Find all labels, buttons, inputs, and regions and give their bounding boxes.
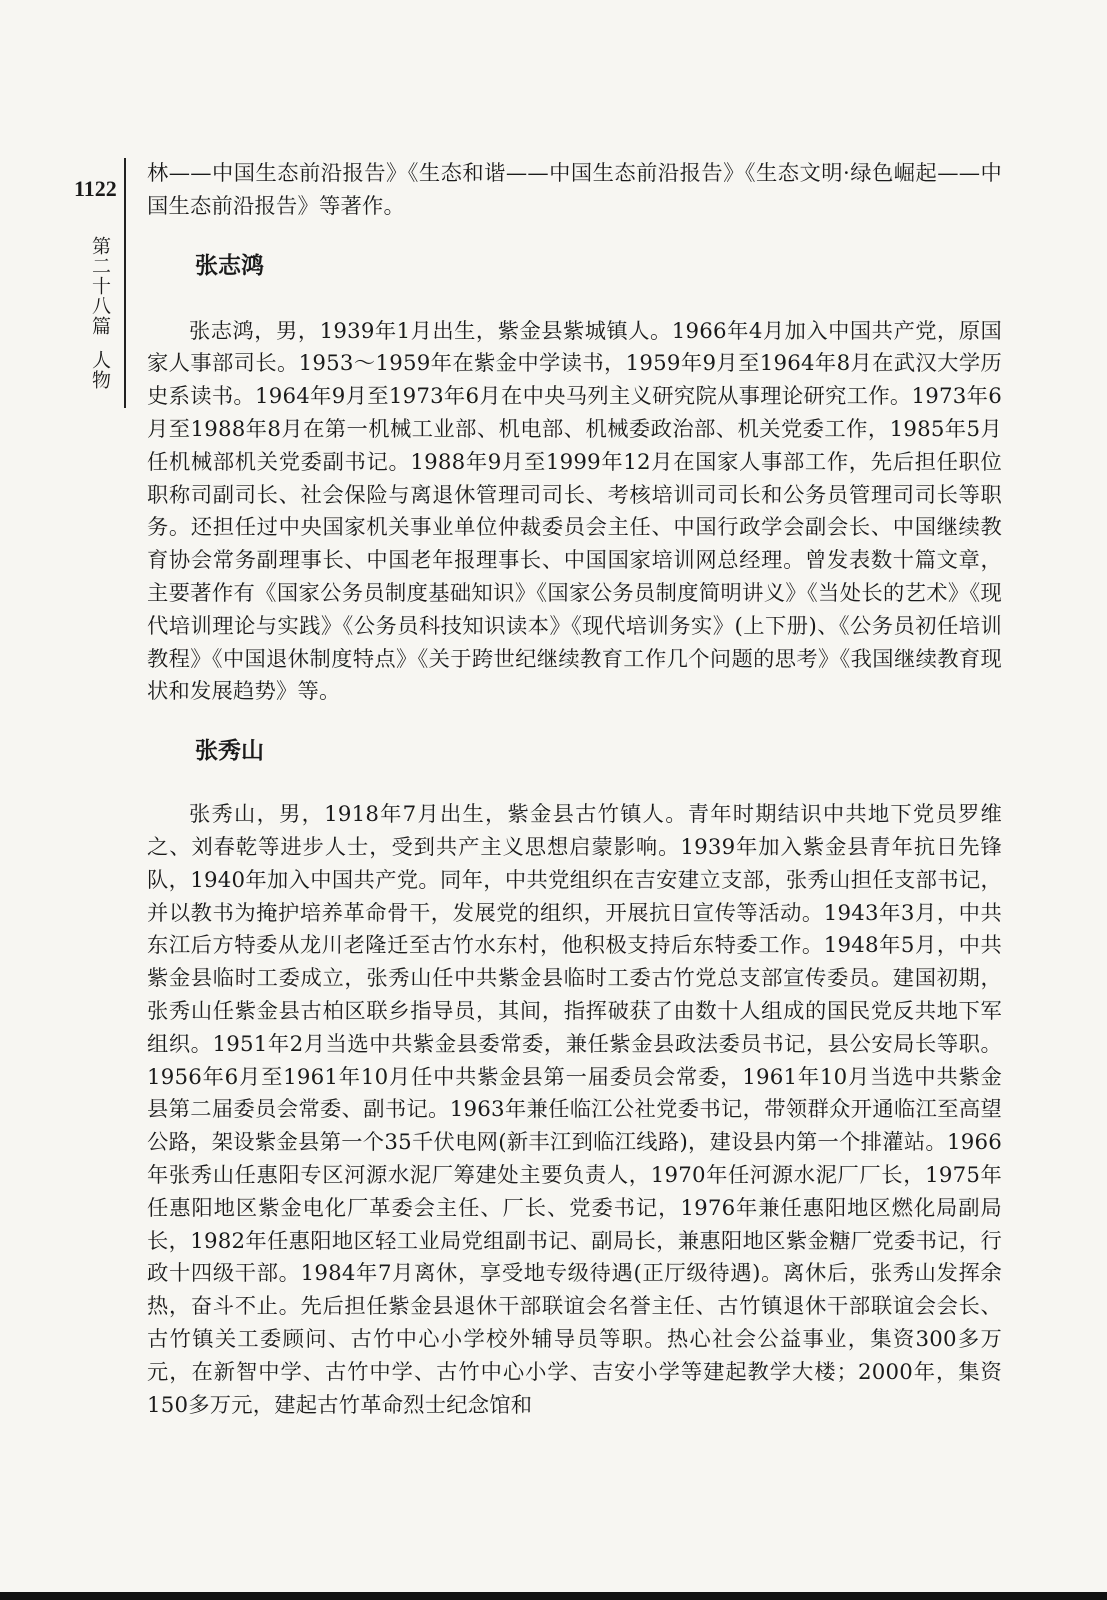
- section-heading-zhang-xiushan: 张秀山: [195, 738, 264, 765]
- scan-bottom-edge: [0, 1592, 1107, 1600]
- side-label-section: 人物: [89, 350, 111, 390]
- side-label-part: 第二十八篇: [89, 236, 111, 336]
- side-label: [88, 236, 112, 390]
- margin-rule: [124, 158, 126, 408]
- main-content: [147, 158, 1002, 1422]
- intro-paragraph: 林——中国生态前沿报告》《生态和谐——中国生态前沿报告》《生态文明·绿色崛起——中国生态前沿报告》等著作。: [147, 161, 1002, 219]
- section-heading-zhang-zhihong: 张志鸿: [195, 252, 264, 279]
- section-paragraph-zhang-xiushan: 张秀山，男，1918年7月出生，紫金县古竹镇人。青年时期结识中共地下党员罗维之、刘春乾等进步人士，受到共产主义思想启蒙影响。1939年加入紫金县青年抗日先锋队，1940年加入中国共产党。同年，中共党组织在吉安建立支部，张秀山担任支部书记，并以教书为掩护培养革命骨干，发展党的组织，开展抗日宣传等活动。1943年3月，中共东江后方特委从龙川老隆迁至古竹水东村，他积极支持后东特委工作。1948年5月，中共紫金县临时工委成立，张秀山任中共紫金县临时工委古竹党总支部宣传委员。建国初期，张秀山任紫金县古柏区联乡指导员，其间，指挥破获了由数十人组成的国民党反共地下军组织。1951年2月当选中共紫金县委常委，兼任紫金县政法委员书记，县公安局长等职。1956年6月至1961年10月任中共紫金县第一届委员会常委，1961年10月当选中共紫金县第二届委员会常委、副书记。1963年兼任临江公社党委书记，带领群众开通临江至高望公路，架设紫金县第一个35千伏电网(新丰江到临江线路)，建设县内第一个排灌站。1966年张秀山任惠阳专区河源水泥厂筹建处主要负责人，1970年任河源水泥厂厂长，1975年任惠阳地区紫金电化厂革委会主任、厂长、党委书记，1976年兼任惠阳地区燃化局副局长，1982年任惠阳地区轻工业局党组副书记、副局长，兼惠阳地区紫金糖厂党委书记，行政十四级干部。1984年7月离休，享受地专级待遇(正厅级待遇)。离休后，张秀山发挥余热，奋斗不止。先后担任紫金县退休干部联谊会名誉主任、古竹镇退休干部联谊会会长、古竹镇关工委顾问、古竹中心小学校外辅导员等职。热心社会公益事业，集资300多万元，在新智中学、古竹中学、古竹中心小学、吉安小学等建起教学大楼；2000年，集资150多万元，建起古竹革命烈士纪念馆和: [147, 802, 1002, 1418]
- section-paragraph-zhang-zhihong: 张志鸿，男，1939年1月出生，紫金县紫城镇人。1966年4月加入中国共产党，原国家人事部司长。1953～1959年在紫金中学读书，1959年9月至1964年8月在武汉大学历史系读书。1964年9月至1973年6月在中央马列主义研究院从事理论研究工作。1973年6月至1988年8月在第一机械工业部、机电部、机械委政治部、机关党委工作，1985年5月任机械部机关党委副书记。1988年9月至1999年12月在国家人事部工作，先后担任职位职称司副司长、社会保险与离退休管理司司长、考核培训司司长和公务员管理司司长等职务。还担任过中央国家机关事业单位仲裁委员会主任、中国行政学会副会长、中国继续教育协会常务副理事长、中国老年报理事长、中国国家培训网总经理。曾发表数十篇文章，主要著作有《国家公务员制度基础知识》《国家公务员制度简明讲义》《当处长的艺术》《现代培训理论与实践》《公务员科技知识读本》《现代培训务实》(上下册)、《公务员初任培训教程》《中国退休制度特点》《关于跨世纪继续教育工作几个问题的思考》《我国继续教育现状和发展趋势》等。: [147, 318, 1002, 705]
- page-number: 1122: [74, 176, 117, 201]
